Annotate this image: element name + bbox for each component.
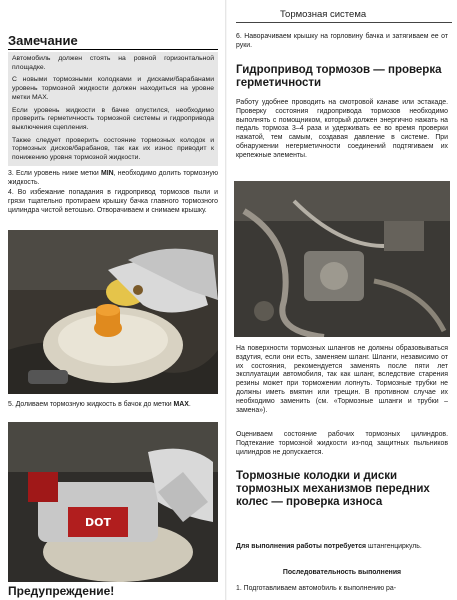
tool-requirement-tool: штангенциркуль. [366,543,422,550]
step-3 [8,170,218,188]
header-rule [236,22,452,23]
sequence-title: Последовательность выполнения [282,569,402,576]
step-3-text: 3. Если уровень ниже метки [8,170,101,177]
step-5-text-end: . [188,401,191,408]
section1-paragraph-2: На поверхности тормозных шлангов не должны образовываться вздутия, если они есть, заменяем шланг. Шланги, независимо от их состояния, рекомендуется заменять после пяти лет эксплуатации автомобиля, так как шланг, вследствие старения резины может при торможении лопнуть. Тормозные трубки не должны иметь вмятин или трещин. В противном случае их необходимо заменить (см. «Тормозные шланги и трубки – замена»). [236,345,448,414]
warning-title: Предупреждение! [8,584,115,598]
brake-line-photo [234,181,450,337]
note-title: Замечание [8,33,218,50]
section1-paragraph-1: Работу удобнее проводить на смотровой канаве или эстакаде. Проверку состояния гидропривода тормозов необходимо выполнять с помощником, который должен энергично нажать на педаль тормоза 3–4 раза и удерживать ее во время проверки нажатой, тем самым, создавая давление в системе. При обнаружении негерметичности соединений подтягиваем их крепежные элементы. [236,99,448,159]
bottle-label: DOT [85,516,111,529]
pouring-illustration [8,422,218,582]
tool-requirement [236,543,448,552]
note-paragraph-1: Автомобиль должен стоять на ровной горизонтальной площадке. [12,55,214,71]
section-title-brake-pads: Тормозные колодки и диски тормозных механизмов передних колес — проверка износа [236,470,430,508]
step-6: 6. Наворачиваем крышку на горловину бачка и затягиваем ее от руки. [236,33,448,49]
step-3-mark: MIN [100,170,114,177]
section1-paragraph-3: Оцениваем состояние рабочих тормозных цилиндров. Подтекание тормозной жидкости из-под защитных пыльников цилиндров не допускается. [236,431,448,456]
step-5 [8,401,218,410]
note-paragraph-4: Также следует проверить состояние тормозных колодок и тормозных дисков/барабанов, так как их износ приводит к понижению уровня тормозной жидкости. [12,136,214,162]
page-fold-shadow [225,0,227,600]
brake-fluid-pouring-photo [8,422,218,582]
step-5-text: 5. Доливаем тормозную жидкость в бачок до метки [8,401,174,408]
note-paragraph-2: С новыми тормозными колодками и дисками/барабанами уровень тормозной жидкости должен находиться на уровне метки MAX. [12,76,214,101]
step-3-text-end: , необходимо долить тормозную жидкость. [8,170,219,186]
running-header-title: Тормозная система [280,9,367,20]
step-5-mark: MAX [173,401,189,408]
note-box [8,52,218,166]
brake-line-illustration [234,181,450,337]
reservoir-cap-photo [8,230,218,394]
page-header [230,0,457,22]
step-1: 1. Подготавливаем автомобиль к выполнению ра- [236,585,396,592]
section-title-brake-hydraulics: Гидропривод тормозов — проверка герметичности [236,64,442,89]
tool-requirement-lead: Для выполнения работы потребуется [236,543,367,550]
step-4: 4. Во избежание попадания в гидропривод тормозов пыли и грязи тщательно протираем крышку бачка главного тормозного цилиндра чистой ветошью. Отворачиваем и снимаем крышку. [8,189,218,214]
note-paragraph-3: Если уровень жидкости в бачке опустился, необходимо проверить герметичность тормозной системы и гидропривода выключения сцепления. [12,106,214,131]
reservoir-cap-illustration [8,230,218,394]
